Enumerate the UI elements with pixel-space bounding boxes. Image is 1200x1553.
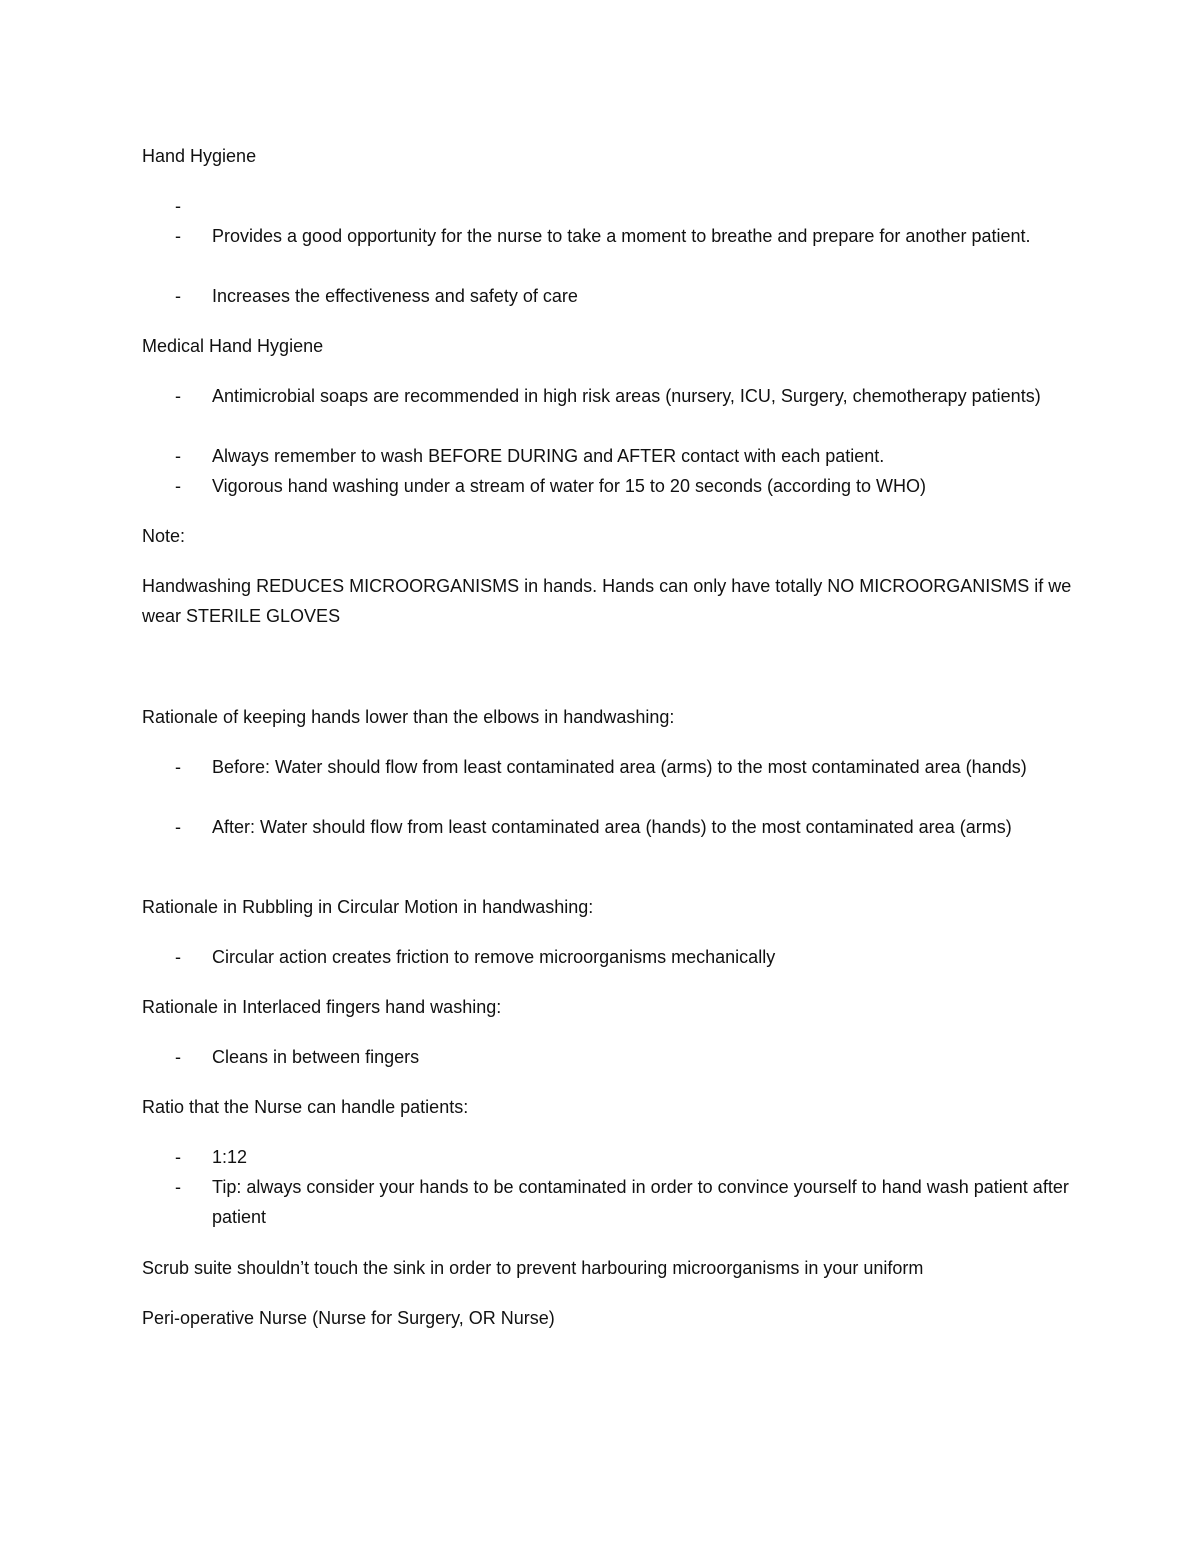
bullet-dash: - <box>175 446 181 466</box>
bullet-dash: - <box>175 476 181 496</box>
bullet-text: Tip: always consider your hands to be contaminated in order to convince yourself to hand wash patient after patient <box>212 1177 1069 1227</box>
bullet-text: Before: Water should flow from least contaminated area (arms) to the most contaminated area (hands) <box>212 757 1027 777</box>
bullet-text: Always remember to wash BEFORE DURING and AFTER contact with each patient. <box>212 446 885 466</box>
bullet-text: After: Water should flow from least contaminated area (hands) to the most contaminated area (arms) <box>212 817 1012 837</box>
bullet-dash: - <box>175 1177 181 1197</box>
heading-hand-hygiene: Hand Hygiene <box>142 146 257 166</box>
heading-rationale-interlaced: Rationale in Interlaced fingers hand washing: <box>142 997 502 1017</box>
heading-note: Note: <box>142 526 186 546</box>
note-text: Handwashing REDUCES MICROORGANISMS in hands. Hands can only have totally NO MICROORGANISMS if we wear STERILE GLOVES <box>142 576 1072 626</box>
bullet-text: Circular action creates friction to remove microorganisms mechanically <box>212 947 776 967</box>
bullet-text: Vigorous hand washing under a stream of water for 15 to 20 seconds (according to WHO) <box>212 476 927 496</box>
bullet-dash: - <box>175 1047 181 1067</box>
bullet-dash: - <box>175 226 181 246</box>
bullet-text: 1:12 <box>212 1147 248 1167</box>
heading-ratio: Ratio that the Nurse can handle patients: <box>142 1097 469 1117</box>
bullet-text: Cleans in between fingers <box>212 1047 420 1067</box>
bullet-dash: - <box>175 196 181 216</box>
bullet-text: Antimicrobial soaps are recommended in high risk areas (nursery, ICU, Surgery, chemotherapy patients) <box>212 386 1041 406</box>
bullet-text: Increases the effectiveness and safety of care <box>212 286 578 306</box>
bullet-dash: - <box>175 1147 181 1167</box>
heading-rationale-circular: Rationale in Rubbling in Circular Motion in handwashing: <box>142 897 594 917</box>
bullet-dash: - <box>175 757 181 777</box>
bullet-dash: - <box>175 947 181 967</box>
heading-medical-hand-hygiene: Medical Hand Hygiene <box>142 336 324 356</box>
bullet-dash: - <box>175 817 181 837</box>
perioperative-text: Peri-operative Nurse (Nurse for Surgery, OR Nurse) <box>142 1308 555 1328</box>
bullet-dash: - <box>175 286 181 306</box>
bullet-dash: - <box>175 386 181 406</box>
heading-rationale-lower: Rationale of keeping hands lower than the elbows in handwashing: <box>142 707 675 727</box>
scrub-text: Scrub suite shouldn’t touch the sink in order to prevent harbouring microorganisms in your uniform <box>142 1258 924 1278</box>
bullet-text: Provides a good opportunity for the nurse to take a moment to breathe and prepare for another patient. <box>212 226 1031 246</box>
